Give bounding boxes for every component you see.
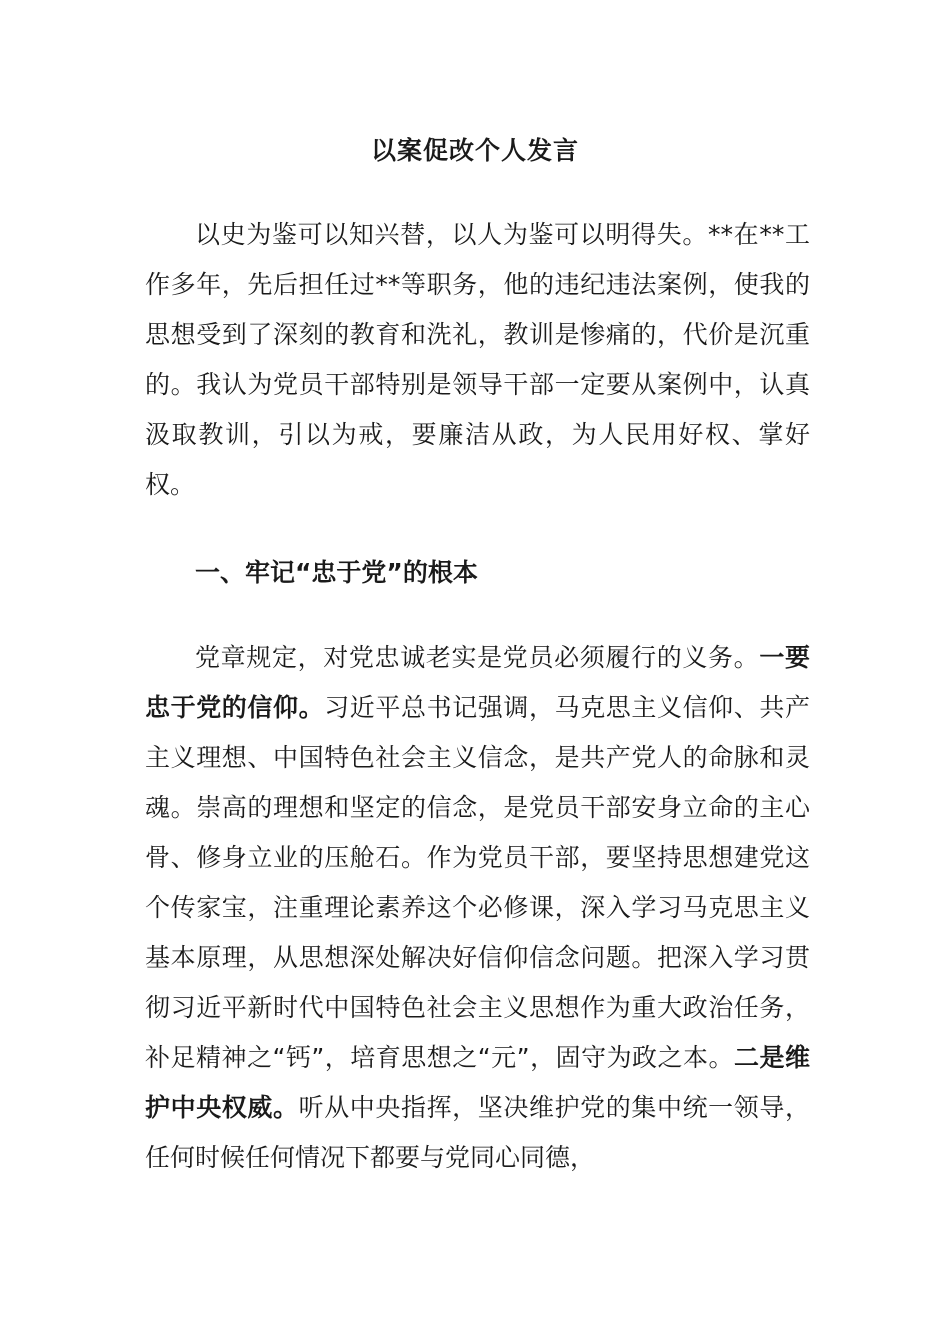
- section-heading: 一、牢记“忠于党”的根本: [195, 558, 478, 587]
- section-paragraph: [145, 633, 810, 1183]
- paragraph-text: 听从中央指挥，坚决维护党的集中统一领导，任何时候任何情况下都要与党同心同德，: [145, 1093, 810, 1172]
- paragraph-text: 党章规定，对党忠诚老实是党员必须履行的义务。: [195, 643, 760, 672]
- document-title: 以案促改个人发言: [370, 136, 579, 165]
- point-title: 一要忠于党的信仰。: [145, 643, 810, 722]
- point-title: 二是维护中央权威。: [145, 1043, 810, 1122]
- paragraph-text: 习近平总书记强调，马克思主义信仰、共产主义理想、中国特色社会主义信念，是共产党人的命脉和灵魂。崇高的理想和坚定的信念，是党员干部安身立命的主心骨、修身立业的压舱石。作为党员干部，要坚持思想建党这个传家宝，注重理论素养这个必修课，深入学习马克思主义基本原理，从思想深处解决好信仰信念问题。把深入学习贯彻习近平新时代中国特色社会主义思想作为重大政治任务，补足精神之“钙”，培育思想之“元”，固守为政之本。: [145, 693, 810, 1072]
- intro-paragraph: 以史为鉴可以知兴替，以人为鉴可以明得失。**在**工作多年，先后担任过**等职务，他的违纪违法案例，使我的思想受到了深刻的教育和洗礼，教训是惨痛的，代价是沉重的。我认为党员干部特别是领导干部一定要从案例中，认真汲取教训，引以为戒，要廉洁从政，为人民用好权、掌好权。: [145, 220, 810, 499]
